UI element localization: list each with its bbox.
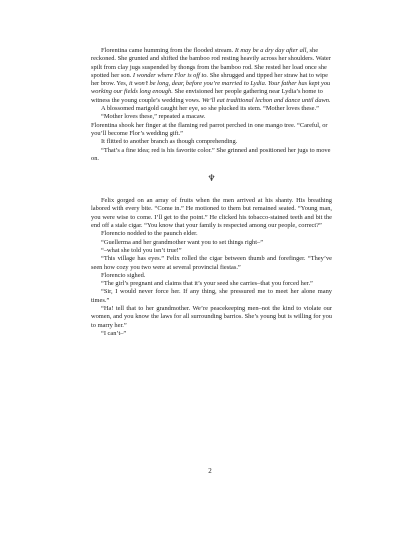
text-run: “I can’t–” [101, 329, 127, 337]
paragraph [91, 47, 332, 105]
text-run: Florencio nodded to the paunch elder. [101, 230, 198, 238]
text-run: she reckoned. She grunted and shifted the bamboo rod resting heavily across her shoulders. Water spilt from clay jugs suspended by thongs from the bamboo rod. She rested her load once she spotted her son. [91, 47, 331, 79]
text-run: “Sir, I would never force her. If any thing, she pressured me to meet her alone many times.” [91, 288, 332, 304]
text-run: “That’s a fine idea; red is his favorite color.” She grinned and positioned her jugs to move on. [91, 146, 331, 162]
text-run: “Guellerma and her grandmother want you to set things right–” [101, 238, 264, 246]
paragraph [91, 138, 332, 146]
paragraph [91, 113, 332, 121]
italic-text: I wonder where Flor is off to. [132, 71, 209, 79]
paragraph [91, 239, 332, 247]
italic-text: We’ll eat traditional lechon and dance until dawn. [201, 96, 331, 104]
text-run: Florencio sighed. [101, 271, 146, 279]
page-number: 2 [208, 467, 212, 475]
paragraph [91, 122, 332, 139]
paragraph [91, 247, 332, 255]
italic-text: it won’t be long, dear, before you’re married to Lydia. Your father has kept you working our fields long enough. [91, 80, 331, 96]
paragraph [91, 147, 332, 164]
paragraph [91, 280, 332, 288]
paragraph [91, 305, 332, 330]
text-run: Florentina came humming from the flooded stream. [101, 47, 235, 54]
paragraph [91, 105, 332, 113]
text-run: It flitted to another branch as though comprehending. [101, 138, 238, 146]
text-run: “This village has eyes.” Felix rolled the cigar between thumb and forefinger. “They’ve seen how cozy you two were at several provincial fiestas.” [91, 255, 332, 271]
paragraph [91, 230, 332, 238]
paragraph [91, 272, 332, 280]
italic-text: It may be a dry day after all, [234, 47, 308, 54]
paragraph [91, 197, 332, 230]
text-run: “Ha! tell that to her grandmother. We’re peacekeeping men–not the kind to violate our women, and you know the laws for all surrounding barrios. She’s young but is willing for you to marry her.” [91, 305, 332, 329]
section-break-ornament: ♆ [207, 173, 216, 184]
text-run: Felix gorged on an array of fruits when the men arrived at his shanty. His breathing labored with every bite. “Come in.” He motioned to them but remained seated. “Young man, you were wise to come. I’ll get to the point.” He clicked his tobacco-stained teeth and bit the end off a stale cigar. “You know that your family is respected among our people, correct?” [91, 197, 332, 230]
paragraph [91, 330, 332, 338]
text-run: “The girl’s pregnant and claims that it’s your seed she carries–that you forced her.” [101, 280, 313, 288]
section-one [91, 47, 332, 163]
paragraph [91, 255, 332, 272]
paragraph [91, 288, 332, 305]
text-run: “Mother loves these,” repeated a macaw. [101, 113, 206, 121]
text-run: A blossomed marigold caught her eye, so she plucked its stem. “Mother loves these.” [101, 105, 319, 113]
text-run: She envisioned her people gathering near Lydia’s home to witness the young couple’s wedding vows. [91, 88, 323, 104]
text-run: Florentina shook her finger at the flaming red parrot perched in one mango tree. “Careful, or you’ll become Flor’s wedding gift.” [91, 121, 328, 137]
text-run: “–what she told you isn’t true!” [101, 246, 182, 254]
section-two [91, 197, 332, 338]
text-run: She shrugged and tipped her straw hat to wipe her brow. Yes, [91, 71, 328, 88]
